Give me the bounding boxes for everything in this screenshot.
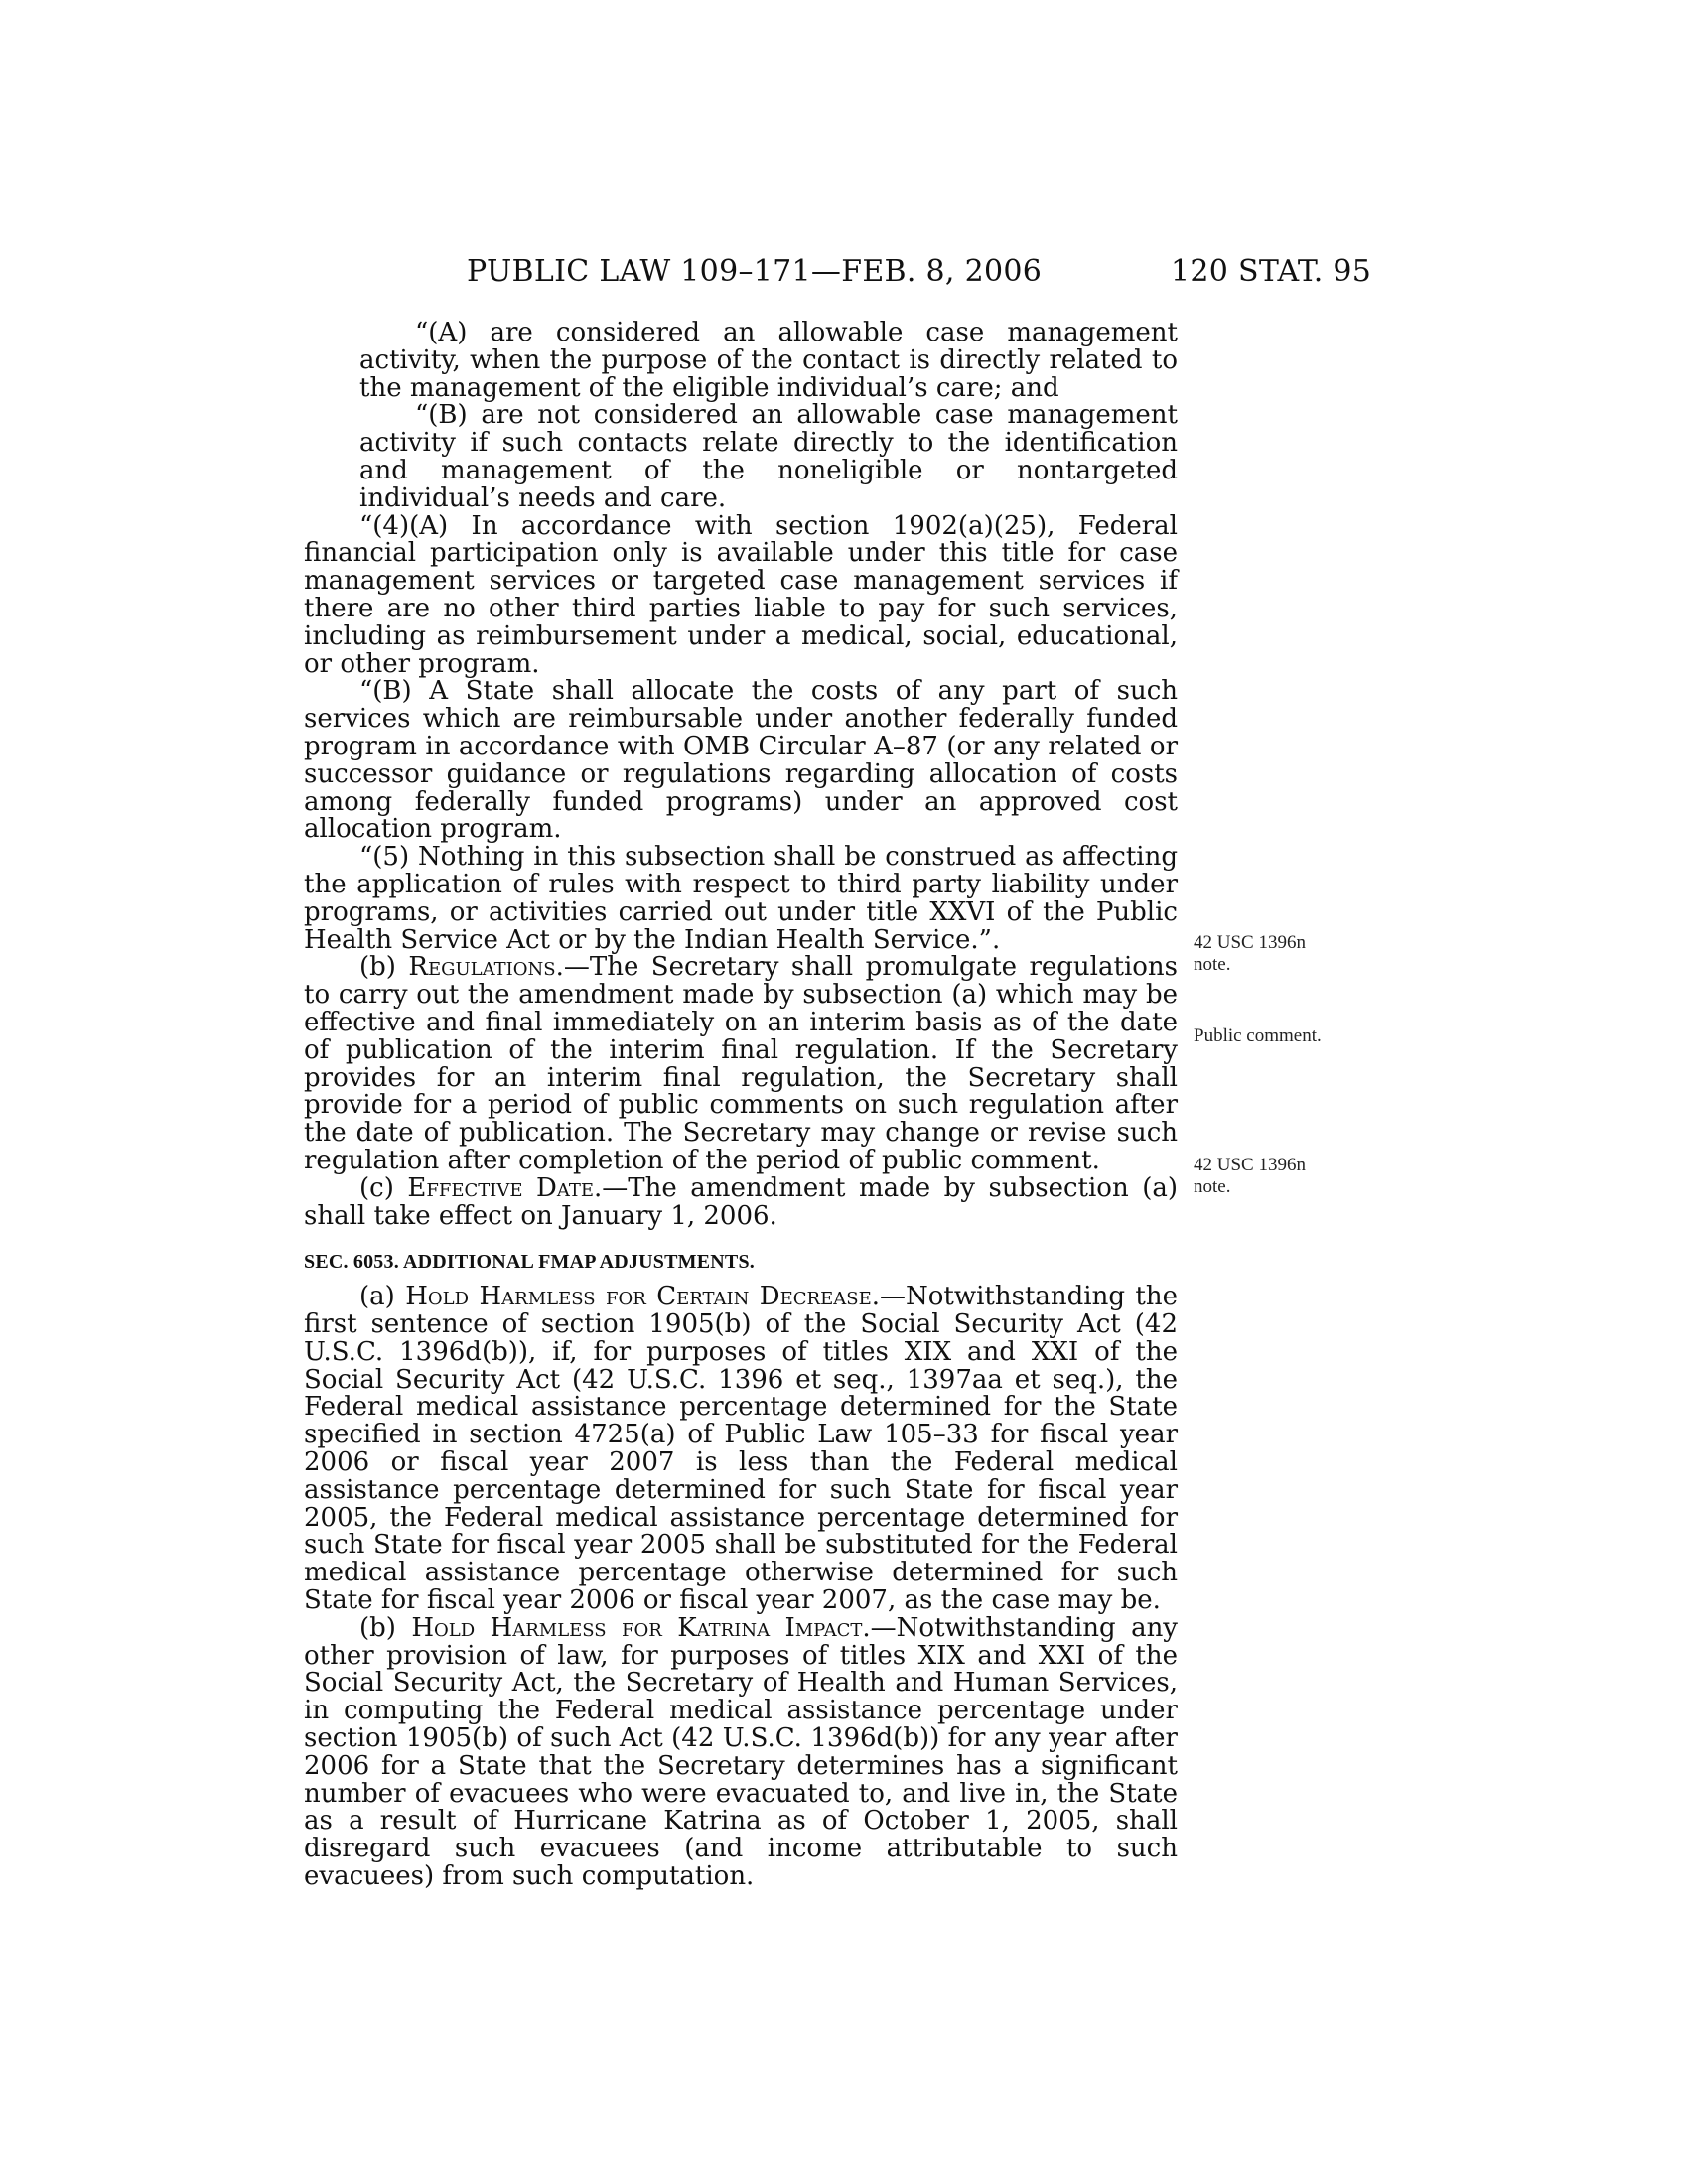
- margin-note-public-comment: [1194, 1025, 1322, 1047]
- subsection-label: (a): [359, 1282, 406, 1312]
- running-head: PUBLIC LAW 109–171—FEB. 8, 2006: [467, 254, 1043, 289]
- margin-note-line: 42 USC 1396n: [1194, 1155, 1306, 1175]
- subsection-heading: Hold Harmless for Certain Decrease: [405, 1282, 872, 1312]
- subsection-heading: Regulations: [408, 952, 556, 983]
- margin-note-line: note.: [1194, 954, 1231, 975]
- subsection-heading: Effective Date: [407, 1172, 595, 1203]
- stat-page-number: 120 STAT. 95: [1171, 254, 1372, 289]
- subsection-hold-harmless-katrina: [304, 1612, 1178, 1892]
- margin-note-line: Public comment.: [1194, 1025, 1322, 1046]
- paragraph-3a: “(A) are considered an allowable case management activity, when the purpose of the contact is directly related to the management of the eligible individual’s care; and: [359, 318, 1178, 403]
- section-heading: SEC. 6053. ADDITIONAL FMAP ADJUSTMENTS.: [304, 1251, 755, 1274]
- page-header: [0, 254, 1688, 294]
- paragraph-4b: “(B) A State shall allocate the costs of any part of such services which are reimbursable under another federally funded program in accordance with OMB Circular A–87 (or any related or successor guidance or regulations regarding allocation of costs among federally funded programs) under an approved cost allocation program.: [304, 676, 1178, 845]
- subsection-heading: Hold Harmless for Katrina Impact: [411, 1612, 863, 1643]
- paragraph-5: “(5) Nothing in this subsection shall be construed as affecting the application of rules with respect to third party liability under programs, or activities carried out under title XXVI of the Public Health Service Act or by the Indian Health Service.”.: [304, 842, 1178, 955]
- paragraph-4a: “(4)(A) In accordance with section 1902(a)(25), Federal financial participation only is available under this title for case management services or targeted case management services if there are no other third parties liable to pay for such services, including as reimbursement under a medical, social, educational, or other program.: [304, 510, 1178, 679]
- subsection-text: .—Notwithstanding the first sentence of section 1905(b) of the Social Security Act (42 U.S.C. 1396d(b)), if, for purposes of titles XIX and XXI of the Social Security Act (42 U.S.C. 1396 et seq., 1397aa et seq.), the Federal medical assistance percentage determined for the State specified in section 4725(a) of Public Law 105–33 for fiscal year 2006 or fiscal year 2007 is less than the Federal medical assistance percentage determined for such State for fiscal year 2005, the Federal medical assistance percentage determined for such State for fiscal year 2005 shall be substituted for the Federal medical assistance percentage otherwise determined for such State for fiscal year 2006 or fiscal year 2007, as the case may be.: [304, 1282, 1178, 1616]
- subsection-text: .—Notwithstanding any other provision of law, for purposes of titles XIX and XXI of the Social Security Act, the Secretary of Health and Human Services, in computing the Federal medical assistance percentage under section 1905(b) of such Act (42 U.S.C. 1396d(b)) for any year after 2006 for a State that the Secretary determines has a significant number of evacuees who were evacuated to, and live in, the State as a result of Hurricane Katrina as of October 1, 2005, shall disregard such evacuees (and income attributable to such evacuees) from such computation.: [304, 1612, 1178, 1892]
- subsection-label: (c): [359, 1172, 408, 1203]
- subsection-hold-harmless-decrease: [304, 1284, 1178, 1615]
- margin-note-line: 42 USC 1396n: [1194, 932, 1306, 953]
- document-body: [304, 320, 1178, 1891]
- margin-note-line: note.: [1194, 1176, 1231, 1197]
- subsection-regulations: [304, 954, 1178, 1174]
- margin-note-usc-1: [1194, 932, 1306, 976]
- subsection-text: .—The Secretary shall promulgate regulations to carry out the amendment made by subsection (a) which may be effective and final immediately on an interim basis as of the date of publication of the interim final regulation. If the Secretary provides for an interim final regulation, the Secretary shall provide for a period of public comments on such regulation after the date of publication. The Secretary may change or revise such regulation after completion of the period of public comment.: [304, 952, 1178, 1175]
- margin-note-usc-2: [1194, 1155, 1306, 1198]
- subsection-effective-date: [304, 1172, 1178, 1231]
- subsection-label: (b): [359, 952, 409, 983]
- subsection-label: (b): [359, 1612, 412, 1643]
- paragraph-3b: “(B) are not considered an allowable case management activity if such contacts relate directly to the identification and management of the noneligible or nontargeted individual’s needs and care.: [359, 400, 1178, 513]
- subsection-text: .—The amendment made by subsection (a) shall take effect on January 1, 2006.: [304, 1172, 1178, 1231]
